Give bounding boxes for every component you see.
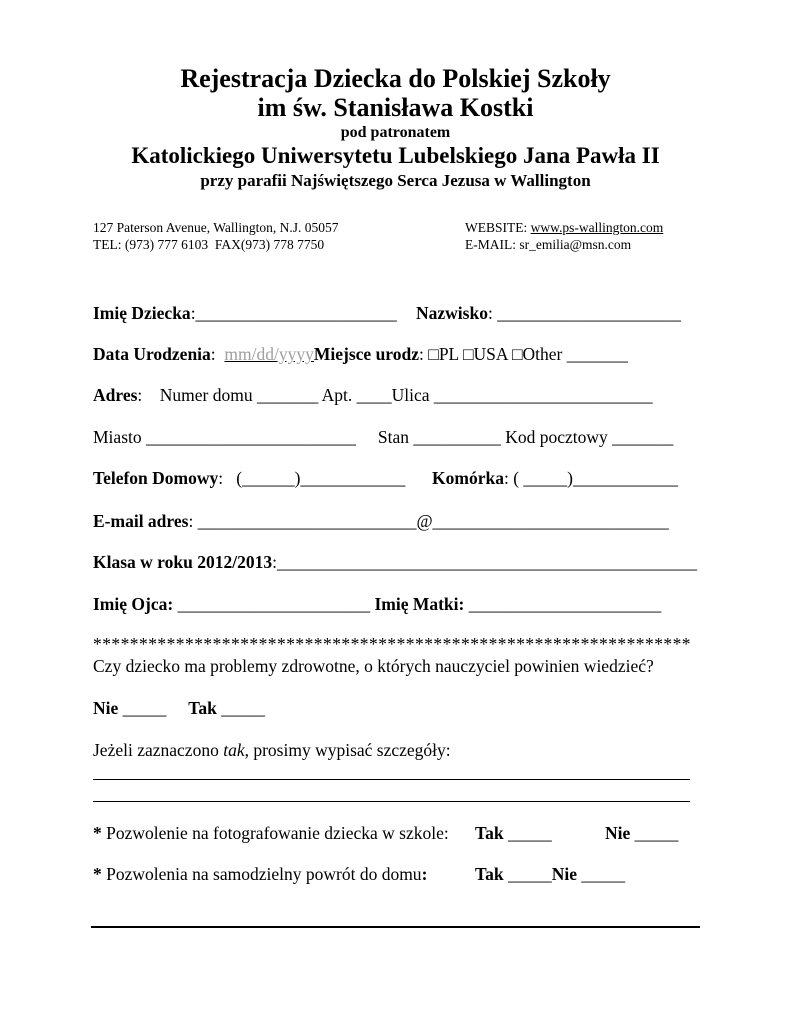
address-row <box>93 385 653 406</box>
birth-place-label: Miejsce urodz <box>313 344 420 364</box>
photo-no-label: Nie <box>605 823 631 843</box>
health-details-prompt <box>93 740 451 761</box>
mobile-phone-label: Komórka <box>432 468 504 488</box>
return-permission-text: Pozwolenia na samodzielny powrót do domu <box>101 864 422 884</box>
parents-row <box>93 594 661 615</box>
mobile-phone-field[interactable]: : ( _____)____________ <box>503 468 678 488</box>
page-title-line-2: im św. Stanisława Kostki <box>257 93 534 122</box>
page-title-line-1: Rejestracja Dziecka do Polskiej Szkoły <box>180 64 611 93</box>
parish-name: przy parafii Najświętszego Serca Jezusa w Wallington <box>200 171 591 190</box>
return-asterisk: * <box>93 864 102 884</box>
return-colon: : <box>421 864 428 884</box>
health-answer-row <box>93 698 265 719</box>
return-options <box>475 864 625 885</box>
child-name-row <box>93 303 397 324</box>
birth-date-label: Data Urodzenia <box>93 344 211 364</box>
photo-permission-text: Pozwolenie na fotografowanie dziecka w szkole: <box>101 823 449 843</box>
return-yes-label: Tak <box>475 864 504 884</box>
university-name: Katolickiego Uniwersytetu Lubelskiego Jana Pawła II <box>131 143 660 168</box>
website-link[interactable]: www.ps-wallington.com <box>530 220 664 235</box>
health-details-line-1[interactable] <box>93 779 690 780</box>
website-line <box>465 220 663 236</box>
email-label: E-mail adres <box>93 511 189 531</box>
health-details-line-2[interactable] <box>93 801 690 802</box>
details-italic: tak <box>223 740 245 760</box>
birth-date-field[interactable]: mm/dd/yyyy <box>224 344 314 364</box>
home-phone-field[interactable]: : (______)____________ <box>218 468 406 488</box>
patronage-subtitle: pod patronatem <box>340 124 451 141</box>
city-state-zip-row[interactable]: Miasto ________________________ Stan __________ Kod pocztowy _______ <box>93 427 674 447</box>
health-question: Czy dziecko ma problemy zdrowotne, o których nauczyciel powinien wiedzieć? <box>93 656 654 676</box>
school-address: 127 Paterson Avenue, Wallington, N.J. 05057 <box>93 220 339 235</box>
photo-no-field[interactable]: _____ <box>630 823 679 843</box>
grade-field[interactable]: :________________________________________________ <box>272 552 697 572</box>
bottom-divider <box>91 926 700 928</box>
birth-place-options[interactable]: : □PL □USA □Other _______ <box>419 344 628 364</box>
child-first-name-field[interactable]: :_______________________ <box>190 303 397 323</box>
details-suffix: , prosimy wypisać szczegóły: <box>244 740 451 760</box>
home-phone-row <box>93 468 405 489</box>
email-contact: E-MAIL: sr_emilia@msn.com <box>465 237 632 252</box>
return-no-field[interactable]: _____ <box>576 864 626 884</box>
birth-row <box>93 344 628 365</box>
school-phone-fax: TEL: (973) 777 6103 FAX(973) 778 7750 <box>93 237 325 252</box>
photo-yes-option <box>475 823 552 844</box>
health-no-label: Nie <box>93 698 119 718</box>
photo-no-option <box>605 823 678 844</box>
grade-label: Klasa w roku 2012/2013 <box>93 552 273 572</box>
health-yes-label: Tak <box>188 698 217 718</box>
father-name-label: Imię Ojca: <box>93 594 174 614</box>
last-name-field[interactable]: : _____________________ <box>487 303 681 323</box>
email-row <box>93 511 669 532</box>
last-name-row <box>416 303 681 324</box>
health-yes-field[interactable]: _____ <box>216 698 265 718</box>
details-prefix: Jeżeli zaznaczono <box>93 740 224 760</box>
address-label: Adres <box>93 385 138 405</box>
photo-permission-row <box>93 823 449 844</box>
child-first-name-label: Imię Dziecka <box>93 303 191 323</box>
photo-asterisk: * <box>93 823 102 843</box>
photo-yes-label: Tak <box>475 823 504 843</box>
mother-name-label: Imię Matki: <box>374 594 465 614</box>
address-fields[interactable]: : Numer domu _______ Apt. ____Ulica _________________________ <box>137 385 653 405</box>
photo-yes-field[interactable]: _____ <box>503 823 552 843</box>
email-field[interactable]: : _________________________@___________________________ <box>188 511 669 531</box>
asterisk-separator: ***************************************************************** <box>93 634 691 654</box>
grade-row <box>93 552 697 573</box>
father-name-field[interactable]: ______________________ <box>173 594 375 614</box>
return-yes-field[interactable]: _____ <box>503 864 552 884</box>
website-label: WEBSITE: <box>465 220 531 235</box>
last-name-label: Nazwisko <box>416 303 488 323</box>
return-home-permission-row <box>93 864 427 885</box>
return-no-label: Nie <box>551 864 577 884</box>
birth-date-colon: : <box>210 344 225 364</box>
mobile-phone-row <box>432 468 678 489</box>
home-phone-label: Telefon Domowy <box>93 468 219 488</box>
mother-name-field[interactable]: ______________________ <box>464 594 662 614</box>
health-no-field[interactable]: _____ <box>118 698 189 718</box>
